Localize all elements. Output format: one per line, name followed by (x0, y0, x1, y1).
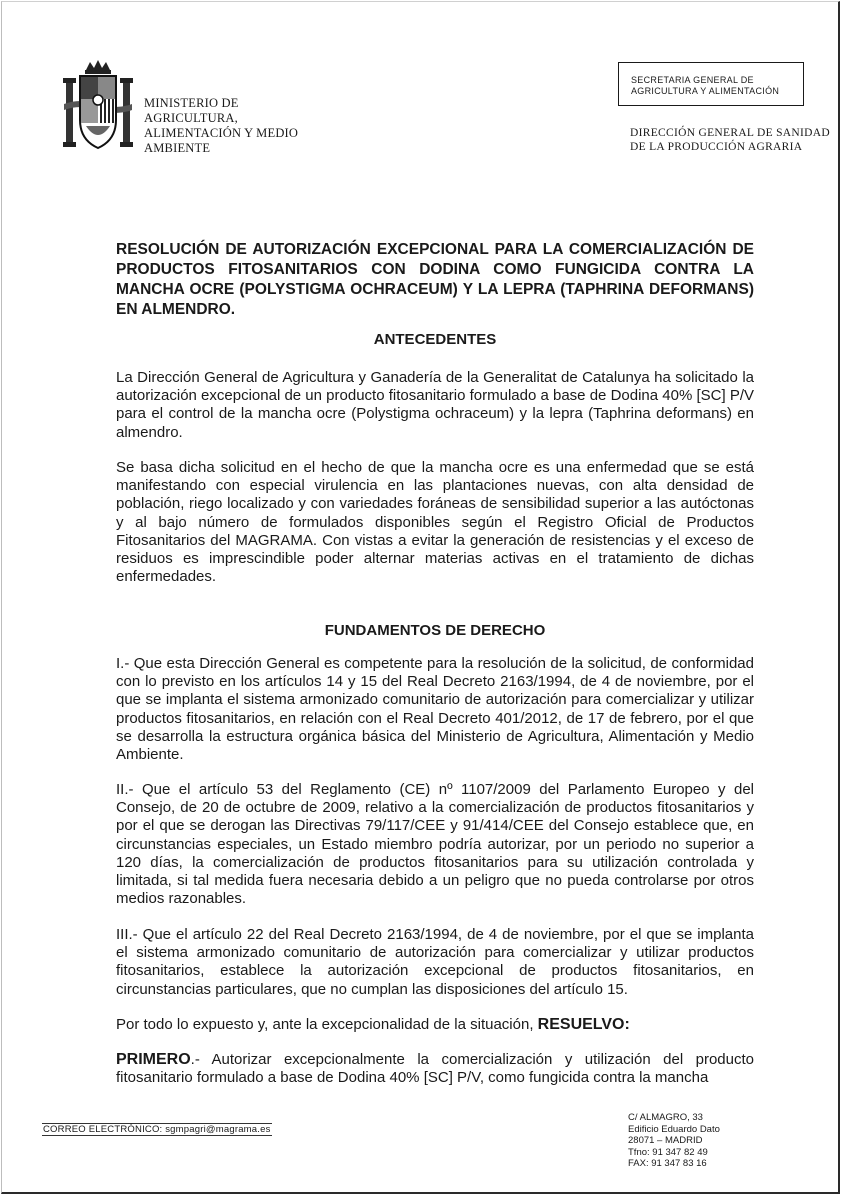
direccion-line: DIRECCIÓN GENERAL DE SANIDAD (630, 127, 830, 139)
conclusion-text: Por todo lo expuesto y, ante la excepcionalidad de la situación, (116, 1016, 538, 1033)
fundamento-3: III.- Que el artículo 22 del Real Decreto 2163/1994, de 4 de noviembre, por el que se implanta el sistema armonizado comunitario de autorización para comercializar y utilizar productos fitosanitarios, establece la autorización excepcional de productos fitosanitarios, en circunstancias particulares, que no cumplan las disposiciones del artículo 15. (116, 926, 754, 998)
direccion-general (630, 126, 840, 154)
fundamentos-heading: FUNDAMENTOS DE DERECHO (324, 622, 546, 639)
secretaria-box (618, 62, 804, 106)
address-line: Tfno: 91 347 82 49 (628, 1146, 708, 1158)
address-line: 28071 – MADRID (628, 1135, 703, 1146)
address-line: C/ ALMAGRO, 33 (628, 1112, 703, 1123)
secretaria-line: SECRETARIA GENERAL DE (631, 75, 754, 85)
ministry-line: ALIMENTACIÓN Y MEDIO (144, 126, 299, 140)
ministry-name (144, 96, 344, 156)
footer-email: CORREO ELECTRÓNICO: sgmpagri@magrama.es (43, 1124, 271, 1135)
conclusion-paragraph (116, 1016, 754, 1034)
primero-label: PRIMERO (116, 1051, 191, 1068)
direccion-line: DE LA PRODUCCIÓN AGRARIA (630, 141, 803, 153)
footer-address (628, 1112, 788, 1170)
primero-text: .- Autorizar excepcionalmente la comercialización y utilización del producto fitosanitario formulado a base de Dodina 40% [SC] P/V, como fungicida contra la mancha (116, 1051, 754, 1087)
fundamento-2: II.- Que el artículo 53 del Reglamento (CE) nº 1107/2009 del Parlamento Europeo y del Consejo, de 20 de octubre de 2009, relativo a la comercialización de productos fitosanitarios y por el que se derogan las Directivas 79/117/CEE y 91/414/CEE del Consejo establece que, en circunstancias especiales, un Estado miembro podría autorizar, por un periodo no superior a 120 días, la comercialización de productos fitosanitarios para su utilización controlada y limitada, si tal medida fuera necesaria debido a un peligro que no pueda controlarse por otros medios razonables. (116, 781, 754, 908)
address-line: FAX: 91 347 83 16 (628, 1158, 707, 1169)
secretaria-line: AGRICULTURA Y ALIMENTACIÓN (631, 86, 780, 96)
ministry-line: MINISTERIO DE (144, 96, 239, 110)
antecedentes-heading: ANTECEDENTES (373, 331, 497, 348)
antecedentes-paragraph-2: Se basa dicha solicitud en el hecho de que la mancha ocre es una enfermedad que se está manifestando con especial virulencia en las plantaciones nuevas, con alta densidad de población, riego localizado y con variedades foráneas de sensibilidad superior a las autóctonas y al bajo número de formulados disponibles según el Registro Oficial de Productos Fitosanitarios del MAGRAMA. Con vistas a evitar la generación de resistencias y el exceso de residuos es imprescindible poder alternar materias activas en el tratamiento de dichas enfermedades. (116, 459, 754, 586)
address-line: Edificio Eduardo Dato (628, 1123, 720, 1135)
resuelvo-label: RESUELVO: (537, 1016, 630, 1033)
ministry-line: AGRICULTURA, (144, 111, 238, 125)
fundamento-1: I.- Que esta Dirección General es competente para la resolución de la solicitud, de conformidad con lo previsto en los artículos 14 y 15 del Real Decreto 2163/1994, de 4 de noviembre, por el que se implanta el sistema armonizado comunitario de autorización para comercializar y utilizar productos fitosanitarios, en relación con el Real Decreto 401/2012, de 17 de febrero, por el que se desarrolla la estructura orgánica básica del Ministerio de Agricultura, Alimentación y Medio Ambiente. (116, 655, 754, 764)
antecedentes-paragraph-1: La Dirección General de Agricultura y Ganadería de la Generalitat de Catalunya ha solicitado la autorización excepcional de un producto fitosanitario formulado a base de Dodina 40% [SC] P/V para el control de la mancha ocre (Polystigma ochraceum) y la lepra (Taphrina deformans) en almendro. (116, 369, 754, 441)
primero-paragraph (116, 1051, 754, 1087)
ministry-line: AMBIENTE (144, 141, 211, 155)
coat-of-arms-icon (62, 60, 134, 160)
document-title: RESOLUCIÓN DE AUTORIZACIÓN EXCEPCIONAL PARA LA COMERCIALIZACIÓN DE PRODUCTOS FITOSANITARIOS CON DODINA COMO FUNGICIDA CONTRA LA MANCHA OCRE (POLYSTIGMA OCHRACEUM) Y LA LEPRA (TAPHRINA DEFORMANS) EN ALMENDRO. (116, 241, 754, 318)
